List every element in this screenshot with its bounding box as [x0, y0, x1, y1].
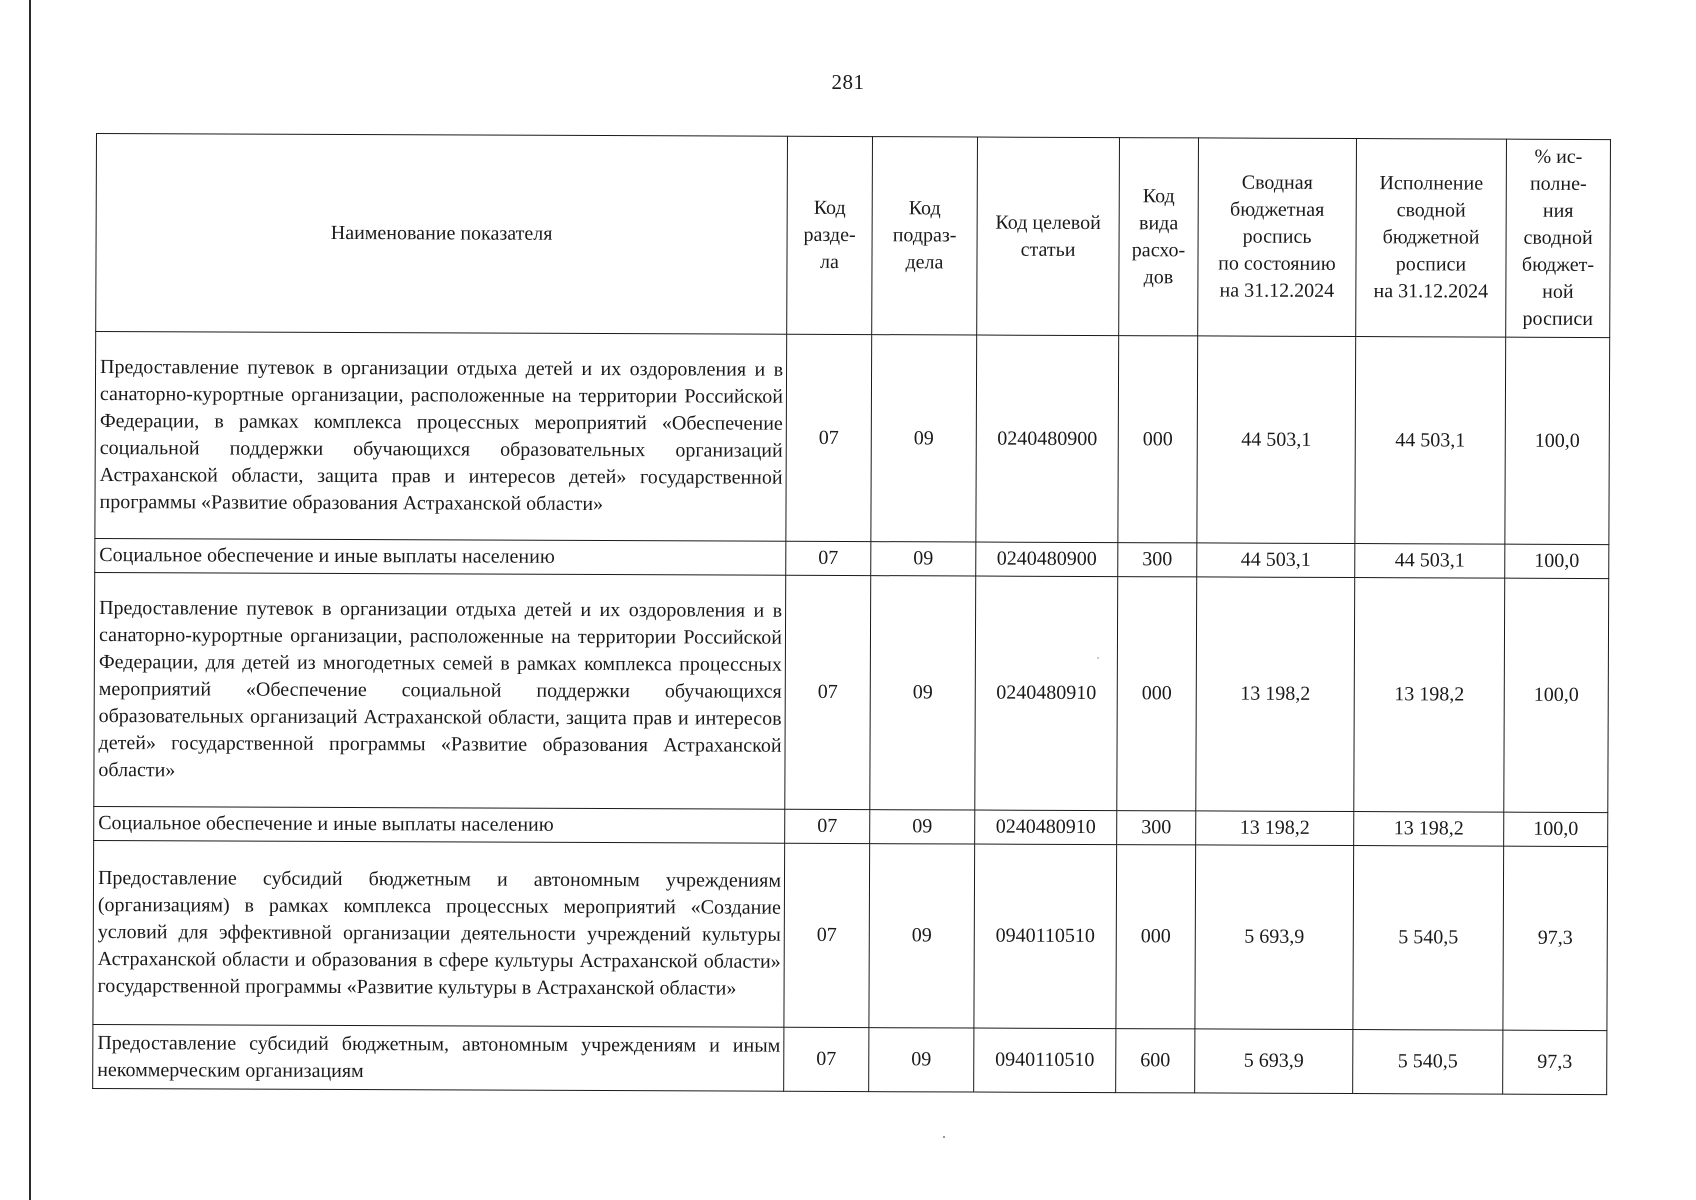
section-code: 07 [786, 334, 872, 541]
indicator-name: Предоставление путевок в организации отдыха детей и их оздоровления и в санаторно-курортные организации, расположенные на территории Российской Федерации, для детей из многодетных семей в рамках комплекса процессных мероприятий «Обеспечение социальной поддержки обучающихся образовательных организаций Астраханской области, защита прав и интересов детей» государственной программы «Развитие образования Астраханской области» [94, 572, 786, 809]
subsection-code: 09 [871, 542, 976, 576]
expense-type-code: 000 [1117, 577, 1197, 811]
execution-percent: 100,0 [1505, 544, 1609, 578]
target-article-code: 0240480900 [976, 335, 1119, 543]
target-article-code: 0240480900 [976, 542, 1118, 577]
execution-value: 44 503,1 [1355, 337, 1506, 545]
header-budget-execution: Исполнение сводной бюджетной росписи на 31.12.2024 [1356, 139, 1507, 338]
consolidated-budget-value: 5 693,9 [1195, 845, 1354, 1030]
expense-type-code: 000 [1118, 336, 1198, 543]
header-execution-percent: % ис- полне- ния сводной бюджет- ной росписи [1506, 139, 1611, 337]
section-code: 07 [785, 575, 871, 809]
target-article-code: 0940110510 [974, 1028, 1116, 1093]
execution-percent: 97,3 [1503, 846, 1608, 1030]
execution-percent: 100,0 [1504, 578, 1609, 812]
table-row [93, 840, 1608, 1030]
table-header-row [96, 134, 1611, 338]
budget-execution-table [92, 133, 1611, 1095]
target-article-code: 0240480910 [975, 576, 1118, 811]
subsection-code: 09 [870, 576, 976, 810]
indicator-name: Предоставление субсидий бюджетным и автономным учреждениям (организациям) в рамках комплекса процессных мероприятий «Создание условий для эффективной организации деятельности учреждений культуры Астраханской области и образования в сфере культуры Астраханской области» государственной программы «Развитие культуры в Астраханской области» [93, 840, 785, 1027]
execution-value: 13 198,2 [1354, 578, 1505, 813]
consolidated-budget-value: 13 198,2 [1196, 577, 1355, 812]
section-code: 07 [785, 809, 870, 843]
subsection-code: 09 [869, 1028, 974, 1092]
indicator-name: Социальное обеспечение и иные выплаты населению [95, 538, 786, 575]
execution-percent: 100,0 [1504, 812, 1608, 846]
expense-type-code: 000 [1116, 845, 1196, 1029]
subsection-code: 09 [870, 810, 975, 844]
consolidated-budget-value: 5 693,9 [1195, 1029, 1353, 1094]
execution-value: 5 540,5 [1353, 846, 1504, 1031]
indicator-name: Предоставление субсидий бюджетным, автономным учреждениям и иным некоммерческим организациям [93, 1024, 784, 1091]
header-consolidated-budget: Сводная бюджетная роспись по состоянию на 31.12.2024 [1198, 138, 1357, 337]
consolidated-budget-value: 44 503,1 [1197, 336, 1356, 544]
section-code: 07 [786, 541, 871, 575]
target-article-code: 0240480910 [975, 810, 1117, 845]
header-target-article-code: Код целевой статьи [977, 137, 1120, 336]
subsection-code: 09 [869, 844, 975, 1028]
expense-type-code: 300 [1117, 811, 1196, 845]
header-section-code: Код разде- ла [787, 136, 873, 334]
scan-speck [943, 1136, 945, 1138]
execution-value: 13 198,2 [1354, 812, 1504, 847]
page-number: 281 [831, 70, 865, 94]
consolidated-budget-value: 13 198,2 [1196, 811, 1354, 846]
execution-value: 5 540,5 [1353, 1030, 1503, 1095]
header-subsection-code: Код подраз- дела [872, 137, 978, 335]
section-code: 07 [784, 1027, 869, 1091]
header-expense-type-code: Код вида расхо- дов [1119, 138, 1199, 336]
header-indicator-name: Наименование показателя [96, 134, 788, 335]
section-code: 07 [784, 843, 870, 1027]
target-article-code: 0940110510 [974, 844, 1117, 1029]
execution-value: 44 503,1 [1355, 544, 1505, 579]
indicator-name: Предоставление путевок в организации отдыха детей и их оздоровления и в санаторно-курортные организации, расположенные на территории Российской Федерации, в рамках комплекса процессных мероприятий «Обеспечение социальной поддержки обучающихся образовательных организаций Астраханской области, защита прав и интересов детей» государственной программы «Развитие образования Астраханской области» [95, 332, 787, 542]
page-binding-line [29, 0, 31, 1200]
consolidated-budget-value: 44 503,1 [1197, 543, 1355, 578]
indicator-name: Социальное обеспечение и иные выплаты населению [94, 806, 785, 843]
expense-type-code: 600 [1116, 1029, 1195, 1093]
subsection-code: 09 [871, 335, 977, 542]
execution-percent: 97,3 [1503, 1030, 1607, 1094]
table-row [95, 332, 1610, 545]
table-row [94, 572, 1609, 812]
expense-type-code: 300 [1118, 543, 1197, 577]
table-row [93, 1024, 1607, 1094]
execution-percent: 100,0 [1505, 337, 1610, 544]
